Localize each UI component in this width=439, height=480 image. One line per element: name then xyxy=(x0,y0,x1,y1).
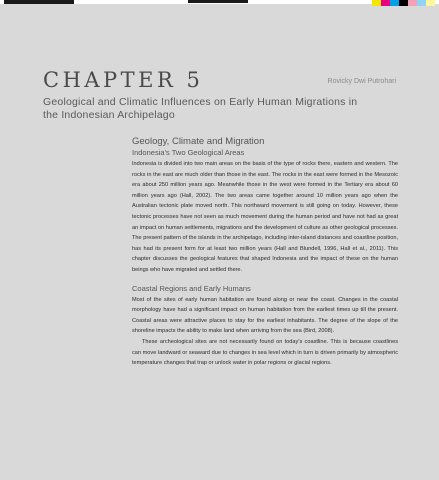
body-paragraph: Indonesia is divided into two main areas on the basis of the type of rocks there, eastern and western. The rocks in the east are much older than those in the east. The rocks in the east were formed in the Mesozoic era about 250 million years ago. Meanwhile those in the west were formed in the Tertiary era about 60 million years ago (Hall, 2002). The two areas came together around 10 million years ago when the Australian tectonic plate moved north. This northward movement is still going on today. However, these tectonic processes have not seen as much movement during the human period and have not had as great an impact on human settlements, migrations and the development of culture as other geological processes. The present pattern of the islands in the archipelago, including inter-island distances and coastline position, has had its present form for at least two million years (Hall and Blundell, 1996, Hall et al., 2011). This chapter discusses the geological features that shaped Indonesia and the impact of these on the human beings who have migrated and settled there. xyxy=(132,161,398,273)
chapter-body xyxy=(132,136,398,369)
color-swatch xyxy=(417,0,426,6)
section-heading: Geology, Climate and Migration xyxy=(132,136,265,147)
body-paragraph: Most of the sites of early human habitation are found along or near the coast. Changes in the coastal morphology have had a significant impact on human habitation from the earliest times up till the present. Coastal areas were attractive places to stay for the earliest inhabitants. The degree of the slope of the shoreline impacts the ability to make land when arriving from the sea (Bird, 2008). xyxy=(132,296,398,335)
crop-mark-left xyxy=(4,0,74,4)
chapter-title: Geological and Climatic Influences on Early Human Migrations in the Indonesian Archipelago xyxy=(43,96,358,121)
section-coastal xyxy=(132,284,398,369)
color-swatch xyxy=(390,0,399,6)
color-swatch xyxy=(372,0,381,6)
body-paragraph: These archeological sites are not necessarily found on today’s coastline. This is because coastlines can move landward or seaward due to changes in sea level which in turn is driven primarily by atmospheric temperature changes that trap or unlock water in polar regions or glacial regions. xyxy=(132,338,398,367)
chapter-label: CHAPTER 5 xyxy=(43,68,204,92)
color-swatch xyxy=(399,0,408,6)
author-name: Rovicky Dwi Putrohari xyxy=(327,78,396,85)
section-heading: Coastal Regions and Early Humans xyxy=(132,283,251,293)
color-swatch-strip xyxy=(372,0,435,6)
color-swatch xyxy=(408,0,417,6)
color-swatch xyxy=(426,0,435,6)
subsection-heading: Indonesia’s Two Geological Areas xyxy=(132,148,245,157)
crop-mark-center xyxy=(188,0,248,3)
color-swatch xyxy=(381,0,390,6)
